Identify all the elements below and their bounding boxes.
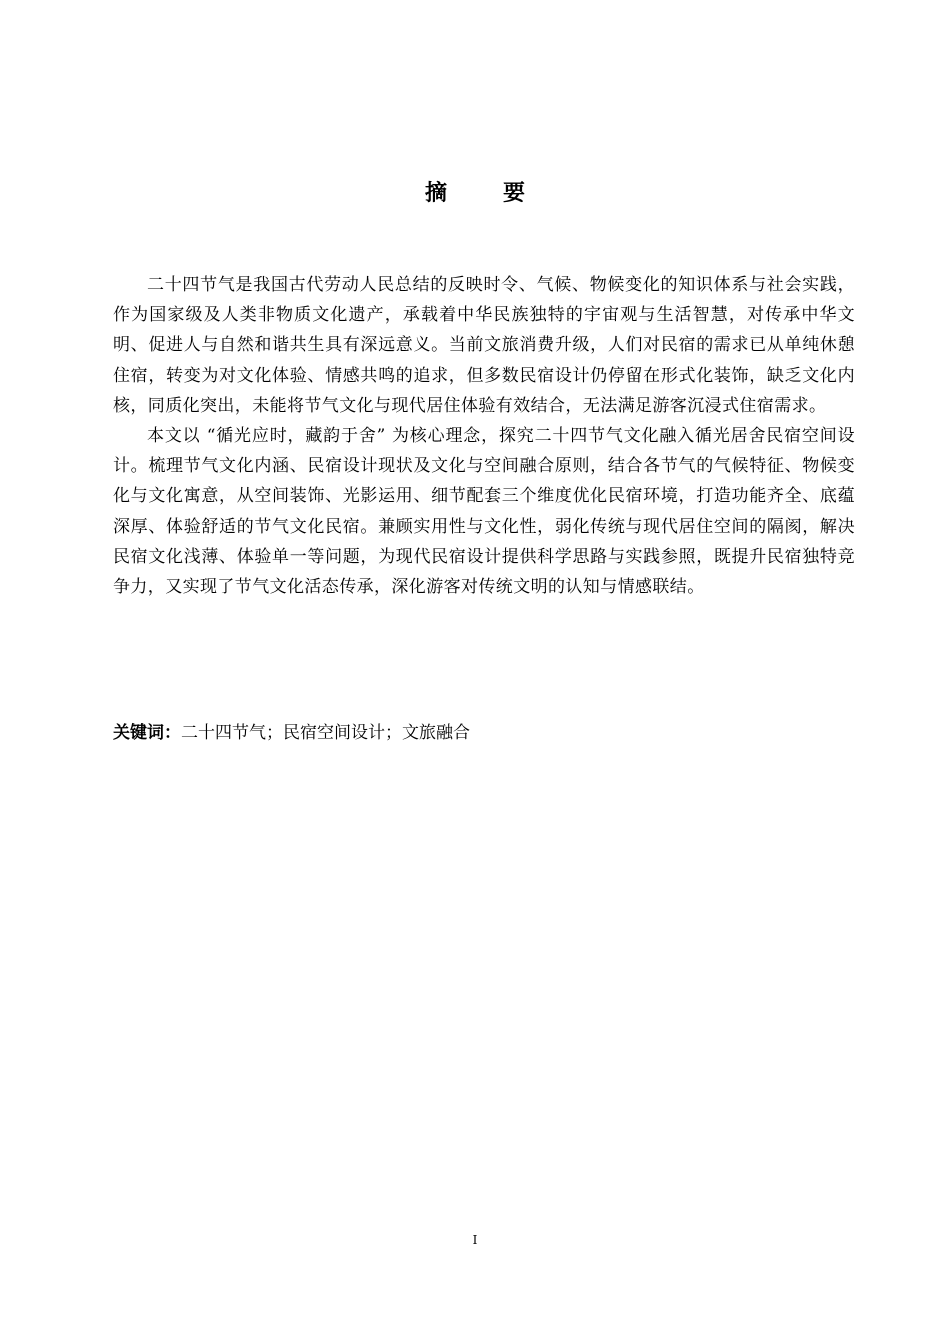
abstract-paragraph-1: 二十四节气是我国古代劳动人民总结的反映时令、气候、物候变化的知识体系与社会实践，作为国家级及人类非物质文化遗产，承载着中华民族独特的宇宙观与生活智慧，对传承中华文明、促进人与自然和谐共生具有深远意义。当前文旅消费升级，人们对民宿的需求已从单纯休憩住宿，转变为对文化体验、情感共鸣的追求，但多数民宿设计仍停留在形式化装饰，缺乏文化内核，同质化突出，未能将节气文化与现代居住体验有效结合，无法满足游客沉浸式住宿需求。 [113, 275, 855, 416]
abstract-paragraph-2: 本文以 “循光应时，藏韵于舍” 为核心理念，探究二十四节气文化融入循光居舍民宿空间设计。梳理节气文化内涵、民宿设计现状及文化与空间融合原则，结合各节气的气候特征、物候变化与文化寓意，从空间装饰、光影运用、细节配套三个维度优化民宿环境，打造功能齐全、底蕴深厚、体验舒适的节气文化民宿。兼顾实用性与文化性，弱化传统与现代居住空间的隔阂，解决民宿文化浅薄、体验单一等问题，为现代民宿设计提供科学思路与实践参照，既提升民宿独特竞争力，又实现了节气文化活态传承，深化游客对传统文明的认知与情感联结。 [113, 426, 855, 598]
abstract-title: 摘要 [424, 181, 581, 206]
keywords-line [113, 718, 855, 748]
keywords-text: 二十四节气；民宿空间设计；文旅融合 [181, 723, 470, 743]
keywords-label: 关键词： [113, 723, 181, 743]
page-number: I [472, 1233, 478, 1247]
abstract-body [113, 270, 855, 602]
